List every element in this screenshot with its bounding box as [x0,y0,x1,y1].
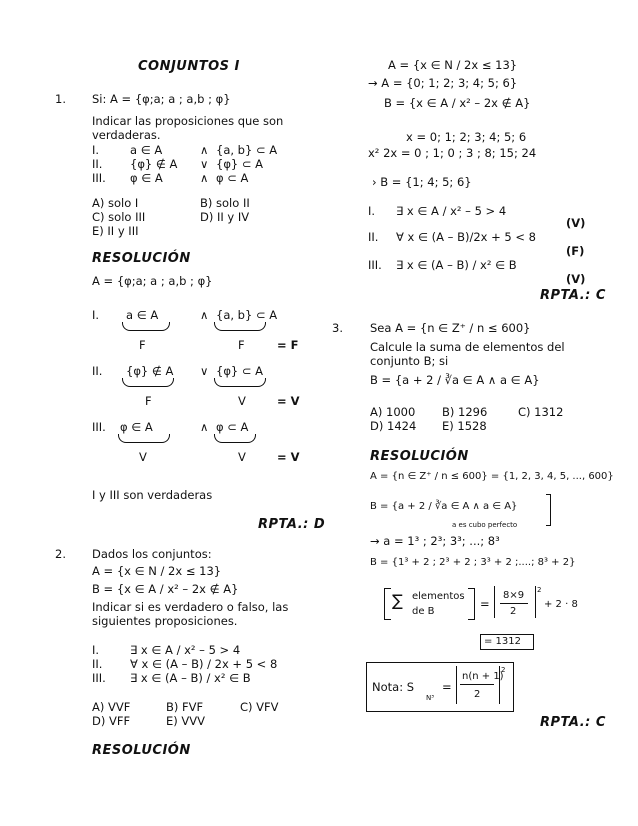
problem-2-set-b: B = {x ∈ A / x² – 2x ∉ A} [92,582,239,596]
res-set-a: A = {n ∈ Z⁺ / n ≤ 600} = {1, 2, 3, 4, 5, ..., 600} [370,471,614,482]
fraction-denominator: 2 [510,606,517,617]
problem-1-instruction-2: verdaderas. [92,128,161,142]
res-set-b: B = {x ∈ A / x² – 2x ∉ A} [384,96,531,110]
res-roman: I. [368,204,376,218]
fraction-numerator: 8×9 [503,590,525,601]
prop-text: ∃ x ∈ A / x² – 5 > 4 [130,643,241,657]
truth-value: F [238,338,245,352]
res-set-a: A = {x ∈ N / 2x ≤ 13} [388,58,518,72]
res-right: φ ⊂ A [216,420,249,434]
left-bracket [384,588,391,620]
option-c: C) 1312 [518,405,564,419]
problem-3-instruction-2: conjunto B; si [370,354,449,368]
prop-roman: II. [92,157,103,171]
prop-operator: ∧ [200,171,209,185]
res-roman: II. [92,364,103,378]
problem-1-conclusion: I y III son verdaderas [92,488,213,502]
res-set-b-listed: B = {1³ + 2 ; 2³ + 2 ; 3³ + 2 ;....; 8³ + 2} [370,557,576,568]
underbrace [122,322,170,331]
problem-3-number: 3. [332,321,343,335]
option-b: B) FVF [166,700,204,714]
res-left: a ∈ A [126,308,159,322]
nota-denominator: 2 [474,689,481,700]
res-right: {φ} ⊂ A [216,364,264,378]
option-c: C) solo III [92,210,146,224]
sum-label-bottom: de B [412,606,435,617]
set-bracket [546,494,551,526]
problem-3-instruction: Calcule la suma de elementos del [370,340,565,354]
total-value: = 1312 [484,636,522,647]
problem-2-number: 2. [55,547,66,561]
option-e: E) II y III [92,224,139,238]
res-operator: ∧ [200,420,209,434]
prop-roman: I. [92,643,100,657]
res-right: {a, b} ⊂ A [216,308,278,322]
sigma-icon: ∑ [392,591,403,610]
prop-text: ∃ x ∈ (A – B) / x² ∈ B [130,671,251,685]
prop-left: {φ} ∉ A [130,157,178,171]
fraction-line [460,684,494,685]
answer-label: RPTA.: D [258,517,326,532]
problem-2-intro: Dados los conjuntos: [92,547,212,561]
res-left: φ ∈ A [120,420,153,434]
problem-2-instruction-2: siguientes proposiciones. [92,614,238,628]
prop-right: {a, b} ⊂ A [216,143,278,157]
sum-label-top: elementos [412,591,465,602]
fraction-line [500,603,528,604]
res-x-squared: x² 2x = 0 ; 1; 0 ; 3 ; 8; 15; 24 [368,146,537,160]
res-set-b-listed: › B = {1; 4; 5; 6} [372,175,472,189]
prop-roman: I. [92,143,100,157]
option-d: D) II y IV [200,210,250,224]
option-a: A) VVF [92,700,131,714]
prop-roman: II. [92,657,103,671]
prop-right: φ ⊂ A [216,171,249,185]
prop-operator: ∨ [200,157,209,171]
page-title: CONJUNTOS I [138,59,240,74]
res-set-a-listed: → A = {0; 1; 2; 3; 4; 5; 6} [368,76,518,90]
prop-left: φ ∈ A [130,171,163,185]
problem-3-given: Sea A = {n ∈ Z⁺ / n ≤ 600} [370,321,531,335]
problem-2-set-a: A = {x ∈ N / 2x ≤ 13} [92,564,222,578]
res-x-values: x = 0; 1; 2; 3; 4; 5; 6 [406,130,527,144]
nota-numerator: n(n + 1) [462,671,504,682]
row-result: = F [277,338,299,352]
truth-value: (F) [566,244,585,258]
truth-value: (V) [566,216,586,230]
right-bracket [468,588,475,620]
exponent: 2 [501,666,506,674]
problem-1-instruction: Indicar las proposiciones que son [92,114,284,128]
truth-value: F [145,394,152,408]
row-result: = V [277,394,300,408]
nota-equals: = [442,680,452,694]
option-c: C) VFV [240,700,279,714]
res-roman: III. [368,258,382,272]
prop-roman: III. [92,671,106,685]
res-a-values: → a = 1³ ; 2³; 3³; ...; 8³ [370,534,500,548]
problem-2-instruction: Indicar si es verdadero o falso, las [92,600,289,614]
sum-tail: + 2 · 8 [544,599,578,610]
resolution-given: A = {φ;a; a ; a,b ; φ} [92,274,213,288]
nota-label: Nota: S [372,680,415,694]
truth-value: V [238,450,246,464]
option-e: E) 1528 [442,419,487,433]
underbrace [214,434,256,443]
res-roman: III. [92,420,106,434]
prop-right: {φ} ⊂ A [216,157,264,171]
res-text: ∃ x ∈ (A – B) / x² ∈ B [396,258,517,272]
option-b: B) solo II [200,196,250,210]
res-operator: ∨ [200,364,209,378]
prop-operator: ∧ [200,143,209,157]
resolution-heading: RESOLUCIÓN [92,251,191,266]
res-text: ∃ x ∈ A / x² – 5 > 4 [396,204,507,218]
truth-value: (V) [566,272,586,286]
perfect-cube-note: a es cubo perfecto [452,521,518,529]
underbrace [122,378,174,387]
res-operator: ∧ [200,308,209,322]
option-d: D) VFF [92,714,131,728]
problem-1-given: Si: A = {φ;a; a ; a,b ; φ} [92,92,231,106]
equals-sign: = [480,597,490,611]
resolution-heading: RESOLUCIÓN [92,743,191,758]
truth-value: V [139,450,147,464]
res-roman: II. [368,230,379,244]
option-e: E) VVV [166,714,206,728]
option-a: A) 1000 [370,405,416,419]
option-a: A) solo I [92,196,139,210]
res-left: {φ} ∉ A [126,364,174,378]
problem-3-set-b: B = {a + 2 / ∛a ∈ A ∧ a ∈ A} [370,373,540,387]
underbrace [118,434,170,443]
truth-value: F [139,338,146,352]
problem-1-number: 1. [55,92,66,106]
exponent: 2 [537,586,542,594]
res-text: ∀ x ∈ (A – B)/2x + 5 < 8 [396,230,536,244]
prop-roman: III. [92,171,106,185]
prop-left: a ∈ A [130,143,163,157]
prop-text: ∀ x ∈ (A – B) / 2x + 5 < 8 [130,657,278,671]
option-b: B) 1296 [442,405,488,419]
underbrace [214,378,266,387]
answer-label: RPTA.: C [540,715,606,730]
option-d: D) 1424 [370,419,417,433]
res-set-b: B = {a + 2 / ∛a ∈ A ∧ a ∈ A} [370,501,518,512]
res-roman: I. [92,308,100,322]
truth-value: V [238,394,246,408]
underbrace [214,322,266,331]
resolution-heading: RESOLUCIÓN [370,449,469,464]
answer-label: RPTA.: C [540,288,606,303]
nota-subscript: N³ [426,694,435,702]
row-result: = V [277,450,300,464]
